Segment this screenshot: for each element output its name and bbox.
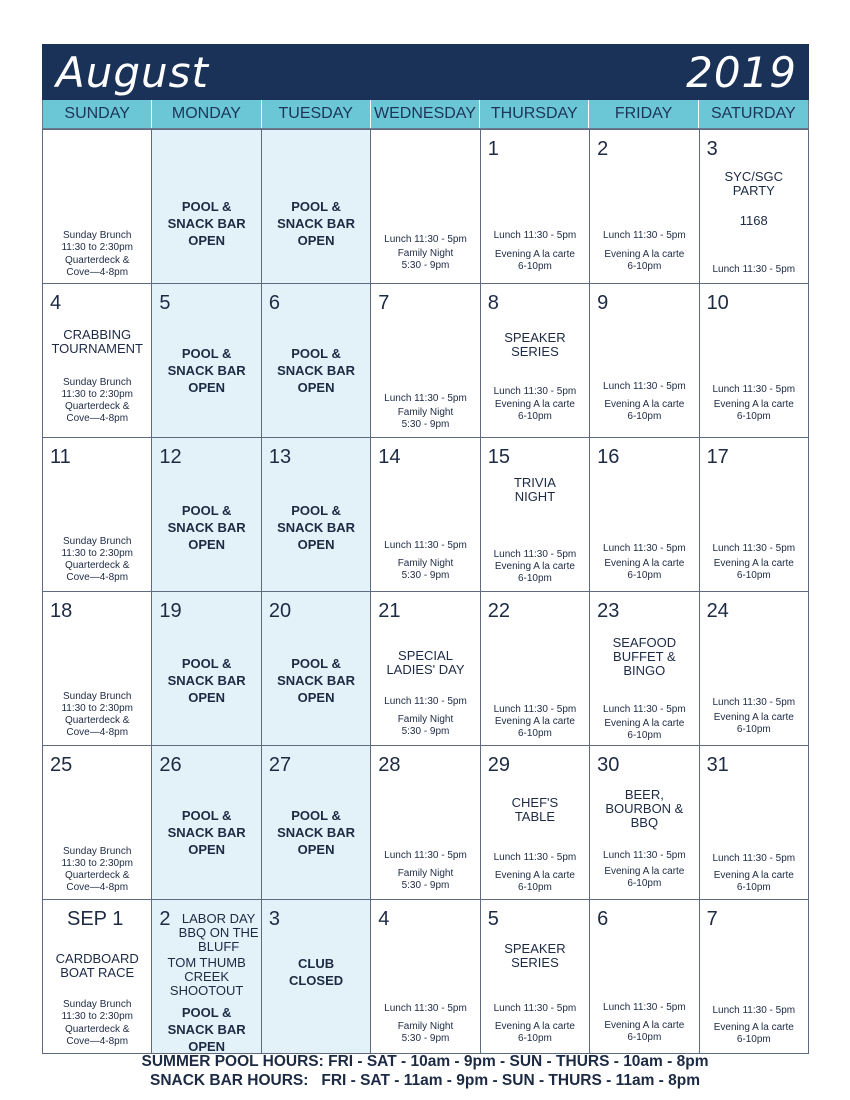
event-label: SPEAKER SERIES (504, 941, 566, 970)
snack-bar-hours-line: SNACK BAR HOURS: FRI - SAT - 11am - 9pm - SUN - THURS - 11am - 8pm (149, 1072, 701, 1089)
pool-open-text: POOL & SNACK BAR OPEN (167, 346, 246, 395)
day-number: 7 (378, 292, 390, 314)
pool-open-text: POOL & SNACK BAR OPEN (167, 1005, 246, 1054)
evening-carte-text: Evening A la carte 6-10pm (604, 399, 685, 422)
day-number: 19 (159, 600, 182, 622)
day-number: 10 (706, 292, 729, 314)
evening-carte-text: Evening A la carte 6-10pm (494, 249, 575, 272)
event-label: CLUB CLOSED (288, 956, 344, 988)
day-cell (481, 438, 590, 592)
pool-open-text: POOL & SNACK BAR OPEN (277, 199, 356, 248)
sunday-brunch-text: Sunday Brunch 11:30 to 2:30pm (61, 999, 133, 1022)
lunch-hours-text: Lunch 11:30 - 5pm (603, 543, 686, 554)
day-number: 25 (50, 754, 73, 776)
lunch-hours-text: Lunch 11:30 - 5pm (712, 264, 796, 275)
day-cell (152, 284, 261, 438)
day-number: 29 (487, 754, 510, 776)
family-night-text: Family Night 5:30 - 9pm (397, 407, 454, 430)
event-label: LABOR DAY BBQ ON THE BLUFF (178, 911, 259, 954)
lunch-hours-text: Lunch 11:30 - 5pm (603, 704, 686, 715)
pool-open-text: POOL & SNACK BAR OPEN (167, 503, 246, 552)
day-cell (43, 284, 152, 438)
evening-carte-text: Evening A la carte 6-10pm (604, 558, 685, 581)
lunch-hours-text: Lunch 11:30 - 5pm (603, 230, 686, 241)
day-cell (43, 438, 152, 592)
day-number: 1 (487, 138, 499, 160)
day-cell (43, 130, 152, 284)
lunch-hours-text: Lunch 11:30 - 5pm (603, 381, 686, 392)
lunch-hours-text: Lunch 11:30 - 5pm (603, 850, 686, 861)
lunch-hours-text: Lunch 11:30 - 5pm (493, 230, 577, 241)
day-cell (481, 592, 590, 746)
weekday-tuesday: TUESDAY (262, 100, 371, 128)
day-number: 6 (268, 292, 280, 314)
day-number: 9 (597, 292, 609, 314)
day-cell (371, 284, 480, 438)
weekday-wednesday: WEDNESDAY (371, 100, 480, 128)
sunday-cove-text: Quarterdeck & Cove—4-8pm (64, 560, 130, 583)
day-number: 14 (378, 446, 401, 468)
day-number: SEP 1 (67, 908, 124, 930)
day-number: 5 (159, 292, 171, 314)
sunday-brunch-text: Sunday Brunch 11:30 to 2:30pm (61, 377, 133, 400)
event-label: 1168 (739, 213, 768, 228)
evening-carte-text: Evening A la carte 6-10pm (713, 399, 794, 422)
sunday-cove-text: Quarterdeck & Cove—4-8pm (64, 1024, 130, 1047)
day-number: 4 (50, 292, 62, 314)
pool-open-text: POOL & SNACK BAR OPEN (167, 199, 246, 248)
day-number: 22 (487, 600, 510, 622)
day-number: 11 (50, 446, 71, 468)
family-night-text: Family Night 5:30 - 9pm (397, 1021, 454, 1044)
lunch-hours-text: Lunch 11:30 - 5pm (384, 540, 467, 551)
day-cell (481, 284, 590, 438)
day-number: 13 (268, 446, 292, 468)
pool-open-text: POOL & SNACK BAR OPEN (277, 808, 356, 857)
lunch-hours-text: Lunch 11:30 - 5pm (384, 696, 467, 707)
day-number: 3 (706, 138, 718, 160)
evening-carte-text: Evening A la carte 6-10pm (604, 866, 685, 889)
day-cell (371, 130, 480, 284)
day-number: 30 (597, 754, 620, 776)
day-number: 26 (159, 754, 182, 776)
day-cell (152, 746, 261, 900)
day-number: 18 (50, 600, 73, 622)
day-number: 7 (706, 908, 718, 930)
sunday-cove-text: Quarterdeck & Cove—4-8pm (64, 870, 130, 893)
day-cell (700, 284, 809, 438)
weekday-thursday: THURSDAY (480, 100, 589, 128)
day-number: 15 (487, 446, 510, 468)
weekday-friday: FRIDAY (589, 100, 698, 128)
day-number: 17 (706, 446, 729, 468)
event-label: SYC/SGC PARTY (724, 169, 784, 198)
day-cell (700, 592, 809, 746)
lunch-hours-text: Lunch 11:30 - 5pm (493, 704, 577, 715)
day-number: 31 (706, 754, 729, 776)
day-cell (152, 130, 261, 284)
day-number: 5 (487, 908, 499, 930)
evening-carte-text: Evening A la carte 6-10pm (604, 249, 685, 272)
day-cell (152, 900, 261, 1054)
day-cell (371, 438, 480, 592)
day-number: 24 (706, 600, 729, 622)
day-number: 16 (597, 446, 620, 468)
evening-carte-text: Evening A la carte 6-10pm (713, 712, 794, 735)
sunday-brunch-text: Sunday Brunch 11:30 to 2:30pm (61, 691, 133, 714)
lunch-hours-text: Lunch 11:30 - 5pm (493, 1003, 577, 1014)
lunch-hours-text: Lunch 11:30 - 5pm (712, 384, 796, 395)
lunch-hours-text: Lunch 11:30 - 5pm (384, 234, 467, 245)
evening-carte-text: Evening A la carte 6-10pm (604, 1020, 685, 1043)
day-cell (590, 900, 699, 1054)
day-cell (700, 130, 809, 284)
lunch-hours-text: Lunch 11:30 - 5pm (712, 1005, 796, 1016)
evening-carte-text: Evening A la carte 6-10pm (713, 870, 794, 893)
weekday-saturday: SATURDAY (710, 105, 796, 122)
pool-open-text: POOL & SNACK BAR OPEN (167, 808, 246, 857)
day-cell (481, 900, 590, 1054)
day-cell (700, 438, 809, 592)
pool-hours-line: SUMMER POOL HOURS: FRI - SAT - 10am - 9pm - SUN - THURS - 10am - 8pm (141, 1053, 709, 1070)
lunch-hours-text: Lunch 11:30 - 5pm (384, 1003, 467, 1014)
calendar-grid (42, 129, 809, 1054)
family-night-text: Family Night 5:30 - 9pm (397, 714, 454, 737)
day-number: 21 (378, 600, 401, 622)
day-number: 4 (378, 908, 390, 930)
day-number: 27 (268, 754, 292, 776)
event-label: SPEAKER SERIES (504, 330, 566, 359)
sunday-brunch-text: Sunday Brunch 11:30 to 2:30pm (61, 230, 133, 253)
day-cell (262, 130, 371, 284)
weekday-header-row (42, 100, 809, 129)
lunch-hours-text: Lunch 11:30 - 5pm (712, 853, 796, 864)
pool-open-text: POOL & SNACK BAR OPEN (277, 503, 356, 552)
day-cell (43, 592, 152, 746)
day-number: 28 (378, 754, 401, 776)
sunday-cove-text: Quarterdeck & Cove—4-8pm (64, 715, 130, 738)
lunch-hours-text: Lunch 11:30 - 5pm (603, 1002, 686, 1013)
day-cell (590, 438, 699, 592)
evening-carte-text: Evening A la carte 6-10pm (713, 558, 794, 581)
lunch-hours-text: Lunch 11:30 - 5pm (384, 850, 467, 861)
day-cell (262, 438, 371, 592)
day-cell (152, 438, 261, 592)
day-cell (590, 746, 699, 900)
event-label: CARDBOARD BOAT RACE (55, 951, 139, 980)
calendar-header (42, 44, 809, 100)
day-cell (371, 900, 480, 1054)
sunday-brunch-text: Sunday Brunch 11:30 to 2:30pm (61, 846, 133, 869)
event-label: TRIVIA NIGHT (513, 475, 556, 504)
day-cell (481, 130, 590, 284)
event-label: SPECIAL LADIES' DAY (386, 648, 465, 677)
year-title: 2019 (686, 47, 797, 97)
day-number: 6 (597, 908, 609, 930)
day-cell (371, 746, 480, 900)
month-title: August (56, 47, 209, 97)
event-label: TOM THUMB CREEK SHOOTOUT (167, 955, 246, 998)
pool-open-text: POOL & SNACK BAR OPEN (167, 656, 246, 705)
day-number: 23 (597, 600, 620, 622)
day-cell (43, 746, 152, 900)
lunch-hours-text: Lunch 11:30 - 5pm (493, 852, 577, 863)
day-cell (262, 592, 371, 746)
family-night-text: Family Night 5:30 - 9pm (397, 558, 454, 581)
day-cell (371, 592, 480, 746)
day-number: 2 (597, 138, 609, 160)
day-cell (262, 746, 371, 900)
pool-open-text: POOL & SNACK BAR OPEN (277, 346, 356, 395)
day-number: 8 (487, 292, 499, 314)
day-cell (590, 130, 699, 284)
evening-carte-text: Evening A la carte 6-10pm (494, 870, 575, 893)
day-cell (152, 592, 261, 746)
hours-footer (0, 1052, 850, 1090)
sunday-cove-text: Quarterdeck & Cove—4-8pm (64, 255, 130, 278)
event-label: SEAFOOD BUFFET & BINGO (612, 635, 677, 678)
evening-carte-text: Evening A la carte 6-10pm (713, 1022, 794, 1045)
family-night-text: Family Night 5:30 - 9pm (397, 248, 454, 271)
sunday-cove-text: Quarterdeck & Cove—4-8pm (64, 401, 130, 424)
day-number: 12 (159, 446, 182, 468)
day-cell (700, 900, 809, 1054)
day-cell (262, 284, 371, 438)
calendar-page (42, 44, 809, 1054)
day-number: 20 (268, 600, 292, 622)
lunch-hours-text: Lunch 11:30 - 5pm (712, 697, 796, 708)
day-cell (43, 900, 152, 1054)
family-night-text: Family Night 5:30 - 9pm (397, 868, 454, 891)
lunch-hours-text: Lunch 11:30 - 5pm (493, 549, 577, 560)
lunch-hours-text: Lunch 11:30 - 5pm (493, 386, 577, 397)
evening-carte-text: Evening A la carte 6-10pm (494, 399, 575, 422)
evening-carte-text: Evening A la carte 6-10pm (604, 718, 685, 741)
day-cell (700, 746, 809, 900)
event-label: CRABBING TOURNAMENT (51, 327, 143, 356)
lunch-hours-text: Lunch 11:30 - 5pm (384, 393, 467, 404)
event-label: BEER, BOURBON & BBQ (605, 787, 684, 830)
day-number: 3 (268, 908, 280, 930)
evening-carte-text: Evening A la carte 6-10pm (494, 716, 575, 739)
day-number: 2 (159, 908, 171, 930)
day-cell (481, 746, 590, 900)
day-cell (262, 900, 371, 1054)
day-cell (590, 284, 699, 438)
lunch-hours-text: Lunch 11:30 - 5pm (712, 543, 796, 554)
sunday-brunch-text: Sunday Brunch 11:30 to 2:30pm (61, 536, 133, 559)
weekday-monday: MONDAY (152, 100, 261, 128)
evening-carte-text: Evening A la carte 6-10pm (494, 561, 575, 584)
evening-carte-text: Evening A la carte 6-10pm (494, 1021, 575, 1044)
pool-open-text: POOL & SNACK BAR OPEN (277, 656, 356, 705)
day-cell (590, 592, 699, 746)
weekday-sunday: SUNDAY (43, 100, 152, 128)
event-label: CHEF'S TABLE (511, 795, 559, 824)
